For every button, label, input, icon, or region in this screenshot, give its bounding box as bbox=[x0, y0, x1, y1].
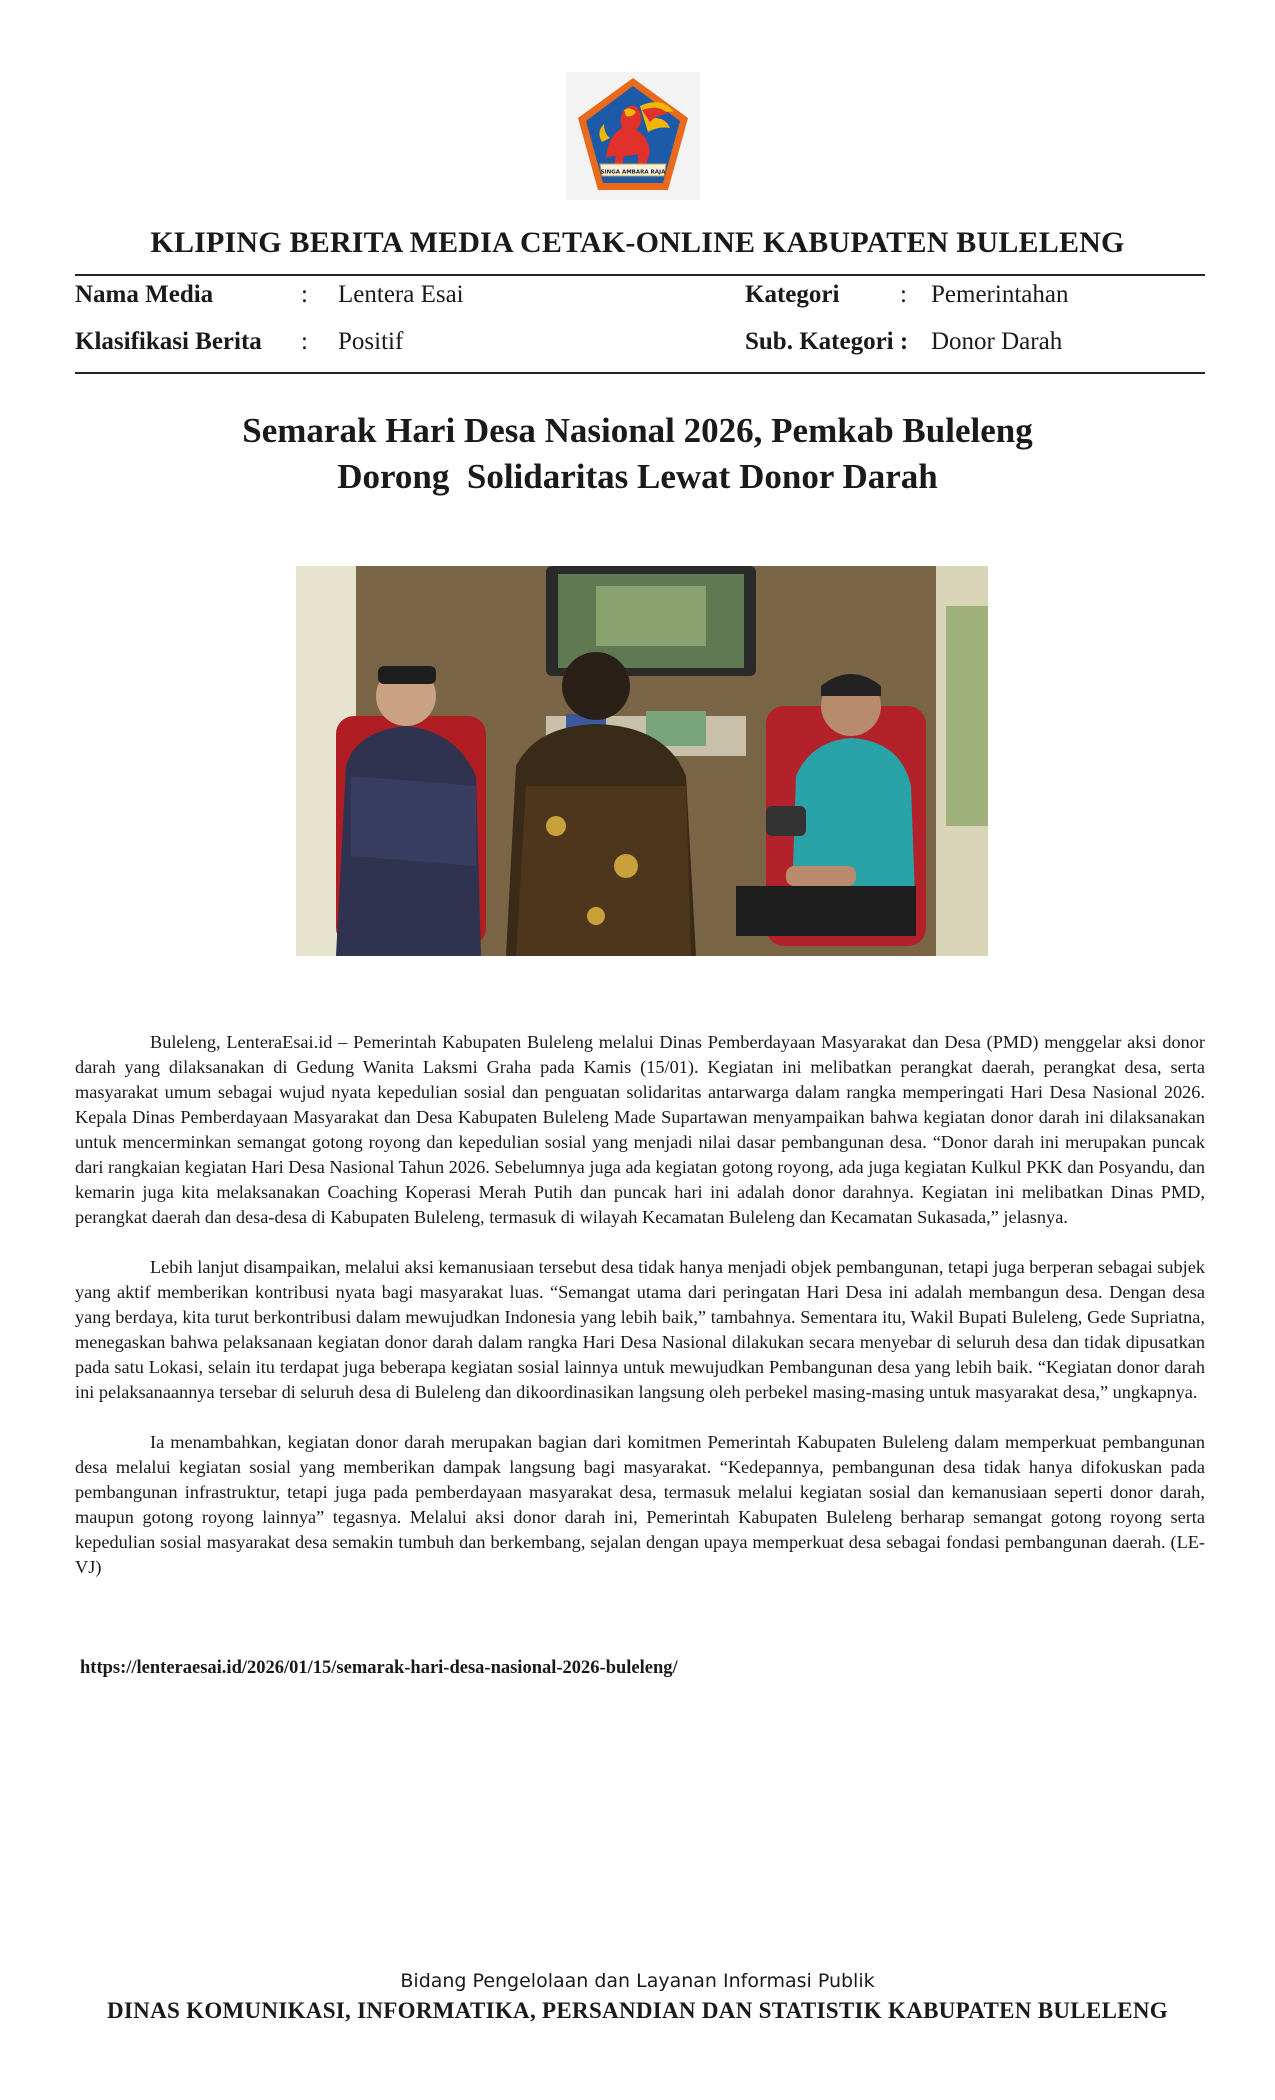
category-value: Pemerintahan bbox=[931, 281, 1069, 308]
source-link[interactable]: https://lenteraesai.id/2026/01/15/semarak-hari-desa-nasional-2026-buleleng/ bbox=[80, 1658, 678, 1678]
clipping-title: KLIPING BERITA MEDIA CETAK-ONLINE KABUPATEN BULELENG bbox=[150, 226, 1125, 259]
category-label: Kategori bbox=[745, 281, 840, 308]
classification-colon: : bbox=[301, 328, 308, 355]
emblem-motto: SINGA AMBARA RAJA bbox=[600, 169, 666, 176]
top-divider bbox=[75, 274, 1205, 276]
classification-value: Positif bbox=[338, 328, 404, 355]
regency-logo bbox=[566, 72, 700, 200]
regency-emblem-icon bbox=[566, 72, 700, 200]
media-label: Nama Media bbox=[75, 281, 214, 308]
headline-line-1: Semarak Hari Desa Nasional 2026, Pemkab Buleleng bbox=[242, 411, 1033, 450]
paragraph: Buleleng, LenteraEsai.id – Pemerintah Kabupaten Buleleng melalui Dinas Pemberdayaan Masyarakat dan Desa (PMD) menggelar aksi donor darah yang dilaksanakan di Gedung Wanita Laksmi Graha pada Kamis (15/01). Kegiatan ini melibatkan perangkat daerah, perangkat desa, serta masyarakat umum sebagai wujud nyata kepedulian sosial dan penguatan solidaritas antarwarga dalam rangka memperingati Hari Desa Nasional 2026. Kepala Dinas Pemberdayaan Masyarakat dan Desa Kabupaten Buleleng Made Supartawan menyampaikan bahwa kegiatan donor darah ini dilaksanakan untuk mencerminkan semangat gotong royong dan kepedulian sosial yang menjadi nilai dasar pembangunan desa. “Donor darah ini merupakan puncak dari rangkaian kegiatan Hari Desa Nasional Tahun 2026. Sebelumnya juga ada kegiatan gotong royong, ada juga kegiatan Kulkul PKK dan Posyandu, dan kemarin juga kita melaksanakan Coaching Koperasi Merah Putih dan puncak hari ini adalah donor darahnya. Kegiatan ini melibatkan Dinas PMD, perangkat daerah dan desa-desa di Kabupaten Buleleng, termasuk di wilayah Kecamatan Buleleng dan Kecamatan Sukasada,” jelasnya. bbox=[75, 1032, 1205, 1227]
subcategory-value: Donor Darah bbox=[931, 328, 1063, 355]
article-photo bbox=[296, 566, 988, 956]
classification-label: Klasifikasi Berita bbox=[75, 328, 262, 355]
media-colon: : bbox=[301, 281, 308, 308]
bottom-divider bbox=[75, 372, 1205, 374]
paragraph: Lebih lanjut disampaikan, melalui aksi kemanusiaan tersebut desa tidak hanya menjadi objek pembangunan, tetapi juga berperan sebagai subjek yang aktif memberikan kontribusi nyata bagi masyarakat luas. “Semangat utama dari peringatan Hari Desa ini adalah membangun desa. Dengan desa yang berdaya, kita turut berkontribusi dalam mewujudkan Indonesia yang lebih baik,” tambahnya. Sementara itu, Wakil Bupati Buleleng, Gede Supriatna, menegaskan bahwa pelaksanaan kegiatan donor darah dalam rangka Hari Desa Nasional dilakukan secara menyebar di seluruh desa dan tidak dipusatkan pada satu Lokasi, selain itu terdapat juga beberapa kegiatan sosial lainnya untuk mewujudkan Pembangunan desa yang lebih baik. “Kegiatan donor darah ini pelaksanaannya tersebar di seluruh desa di Buleleng dan dikoordinasikan langsung oleh perbekel masing-masing untuk masyarakat desa,” ungkapnya. bbox=[75, 1257, 1205, 1402]
meta-row-classification bbox=[75, 328, 1205, 364]
blood-donation-photo bbox=[296, 566, 988, 956]
category-colon: : bbox=[900, 281, 907, 308]
headline-line-2: Dorong Solidaritas Lewat Donor Darah bbox=[337, 457, 938, 496]
footer-agency: DINAS KOMUNIKASI, INFORMATIKA, PERSANDIAN DAN STATISTIK KABUPATEN BULELENG bbox=[107, 1998, 1168, 2023]
article-body bbox=[75, 1030, 1205, 1605]
media-value: Lentera Esai bbox=[338, 281, 464, 308]
subcategory-label: Sub. Kategori : bbox=[745, 328, 909, 355]
paragraph: Ia menambahkan, kegiatan donor darah merupakan bagian dari komitmen Pemerintah Kabupaten Buleleng dalam memperkuat pembangunan desa melalui kegiatan sosial yang memberikan dampak langsung bagi masyarakat. “Kedepannya, pembangunan desa tidak hanya difokuskan pada pembangunan infrastruktur, tetapi juga pada pemberdayaan masyarakat desa, termasuk melalui kegiatan sosial dan kemanusiaan seperti donor darah, maupun gotong royong lainnya” tegasnya. Melalui aksi donor darah ini, Pemerintah Kabupaten Buleleng berharap semangat gotong royong serta kepedulian sosial masyarakat desa semakin tumbuh dan berkembang, sejalan dengan upaya memperkuat desa sebagai fondasi pembangunan daerah. (LE-VJ) bbox=[75, 1432, 1205, 1577]
meta-row-media bbox=[75, 281, 1205, 317]
footer-division: Bidang Pengelolaan dan Layanan Informasi Publik bbox=[400, 1970, 875, 1992]
article-headline bbox=[140, 408, 1135, 500]
